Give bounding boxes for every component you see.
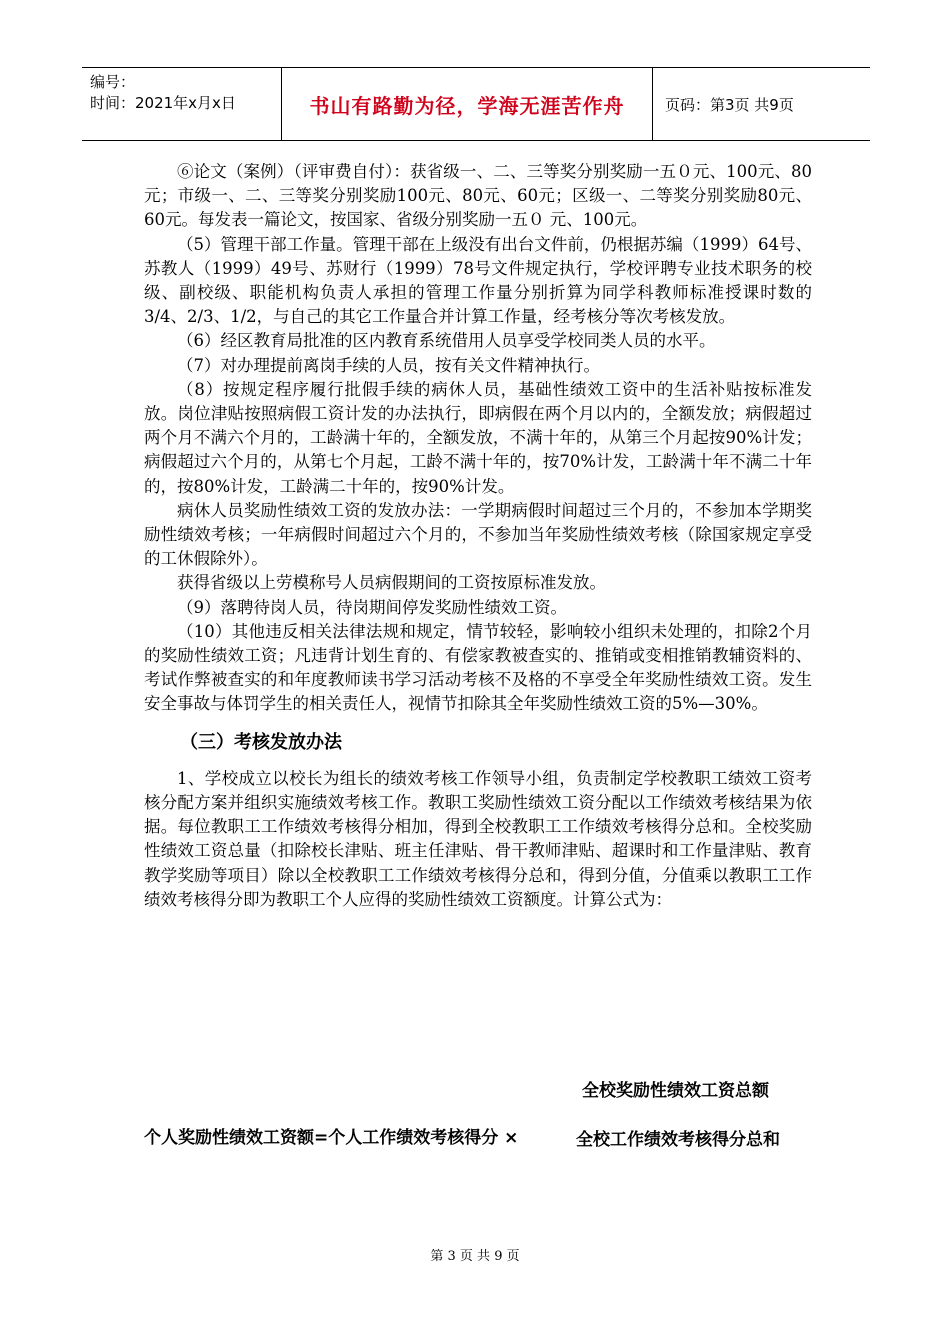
number-label: 编号：: [90, 73, 136, 91]
header-motto: 书山有路勤为径，学海无涯苦作舟: [282, 68, 653, 140]
time-label: 时间：2021年x月x日: [90, 94, 236, 112]
paragraph-model-worker: 获得省级以上劳模称号人员病假期间的工资按原标准发放。: [177, 573, 606, 593]
paragraph-thesis-awards: ⑥论文（案例）（评审费自付）：获省级一、二、三等奖分别奖励一五０元、100元、80元；市级一、二、三等奖分别奖励100元、80元、60元；区级一、二等奖分别奖励80元、60元。每发表一篇论文，按国家、省级分别奖励一五０ 元、100元。: [144, 162, 812, 230]
header-page-label: 页码：第3页 共9页: [665, 95, 794, 114]
formula-left-side: 个人奖励性绩效工资额=个人工作绩效考核得分 ×: [144, 1128, 519, 1148]
paragraph-sick-leave: （8）按规定程序履行批假手续的病休人员，基础性绩效工资中的生活补贴按标准发放。岗位津贴按照病假工资计发的办法执行，即病假在两个月以内的，全额发放；病假超过两个月不满六个月的，工龄满十年的，全额发放，不满十年的，从第三个月起按90%计发；病假超过六个月的，从第七个月起，工龄不满十年的，按70%计发，工龄满十年不满二十年的，按80%计发，工龄满二十年的，按90%计发。: [144, 379, 812, 496]
document-body: [144, 160, 812, 912]
formula-denominator: 全校工作绩效考核得分总和: [576, 1130, 780, 1150]
page-header: [82, 67, 870, 141]
section-heading: （三）考核发放办法: [180, 731, 342, 753]
paragraph-violations: （10）其他违反相关法律法规和规定，情节较轻，影响较小组织未处理的，扣除2个月的奖励性绩效工资；凡违背计划生育的、有偿家教被查实的、推销或变相推销教辅资料的、考试作弊被查实的和年度教师读书学习活动考核不及格的不享受全年奖励性绩效工资。发生安全事故与体罚学生的相关责任人，视情节扣除其全年奖励性绩效工资的5%—30%。: [144, 621, 812, 714]
paragraph-assessment-method: 1、学校成立以校长为组长的绩效考核工作领导小组，负责制定学校教职工绩效工资考核分配方案并组织实施绩效考核工作。教职工奖励性绩效工资分配以工作绩效考核结果为依据。每位教职工工作绩效考核得分相加，得到全校教职工工作绩效考核得分总和。全校奖励性绩效工资总量（扣除校长津贴、班主任津贴、骨干教师津贴、超课时和工作量津贴、教育教学奖励等项目）除以全校教职工工作绩效考核得分总和，得到分值，分值乘以教职工工作绩效考核得分即为教职工个人应得的奖励性绩效工资额度。计算公式为：: [144, 768, 812, 909]
formula-numerator: 全校奖励性绩效工资总额: [582, 1081, 769, 1101]
paragraph-sick-leave-bonus: 病休人员奖励性绩效工资的发放办法：一学期病假时间超过三个月的，不参加本学期奖励性绩效考核；一年病假时间超过六个月的，不参加当年奖励性绩效考核（除国家规定享受的工休假除外）。: [144, 500, 812, 569]
calculation-formula: [144, 1068, 844, 1158]
header-meta: [82, 68, 282, 140]
page-footer: 第 3 页 共 9 页: [430, 1249, 520, 1264]
paragraph-borrowed-staff: （6）经区教育局批准的区内教育系统借用人员享受学校同类人员的水平。: [177, 331, 716, 351]
paragraph-unemployed: （9）落聘待岗人员，待岗期间停发奖励性绩效工资。: [177, 597, 567, 617]
paragraph-early-retirement: （7）对办理提前离岗手续的人员，按有关文件精神执行。: [177, 355, 600, 375]
paragraph-management-workload: （5）管理干部工作量。管理干部在上级没有出台文件前，仍根据苏编（1999）64号、苏教人（1999）49号、苏财行（1999）78号文件规定执行，学校评聘专业技术职务的校级、副校级、职能机构负责人承担的管理工作量分别折算为同学科教师标准授课时数的3/4、2/3、1/2，与自己的其它工作量合并计算工作量，经考核分等次考核发放。: [144, 234, 812, 327]
